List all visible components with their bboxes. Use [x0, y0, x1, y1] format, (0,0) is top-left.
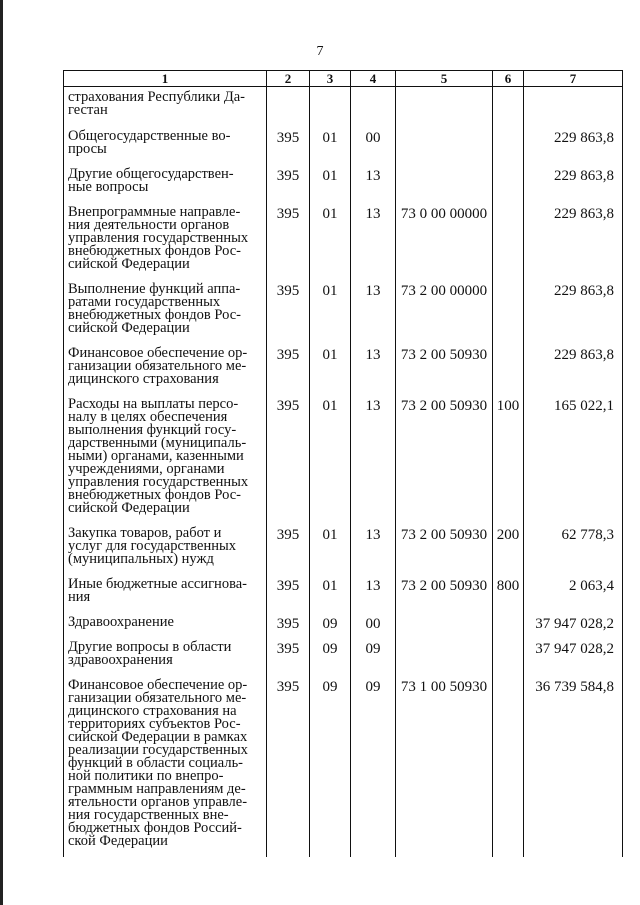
- row-code-2: 395: [267, 280, 310, 344]
- row-name: Закупка товаров, работ и услуг для государственных (муниципальных) нужд: [64, 524, 267, 575]
- row-code-3: 01: [310, 575, 351, 613]
- row-code-6: [493, 613, 524, 638]
- row-code-3: 01: [310, 280, 351, 344]
- row-code-4: 13: [351, 280, 396, 344]
- row-code-6: [493, 203, 524, 280]
- row-code-3: 01: [310, 344, 351, 395]
- row-code-4: 13: [351, 395, 396, 524]
- table-row: [64, 127, 623, 165]
- row-code-2: 395: [267, 127, 310, 165]
- row-code-6: 200: [493, 524, 524, 575]
- row-code-3: [310, 87, 351, 128]
- row-code-4: 13: [351, 165, 396, 203]
- row-code-5: [396, 87, 493, 128]
- row-name: Внепрограммные направле- ния деятельности органов управления государственных внебюджетных фондов Рос- сийской Федерации: [64, 203, 267, 280]
- table-body: [64, 87, 623, 858]
- row-name: страхования Республики Да- гестан: [64, 87, 267, 128]
- row-code-4: 00: [351, 127, 396, 165]
- row-code-6: 800: [493, 575, 524, 613]
- row-code-6: [493, 165, 524, 203]
- row-amount: 62 778,3: [524, 524, 623, 575]
- row-code-2: 395: [267, 575, 310, 613]
- row-code-5: 73 1 00 50930: [396, 676, 493, 857]
- header-col-5: 5: [396, 71, 493, 87]
- row-code-2: 395: [267, 676, 310, 857]
- table-row: [64, 344, 623, 395]
- page-number: 7: [316, 44, 324, 59]
- row-code-2: 395: [267, 165, 310, 203]
- row-amount: [524, 87, 623, 128]
- table-row: [64, 165, 623, 203]
- row-code-2: 395: [267, 344, 310, 395]
- row-code-6: [493, 87, 524, 128]
- table-row: [64, 395, 623, 524]
- row-code-5: [396, 127, 493, 165]
- row-code-3: 09: [310, 638, 351, 676]
- row-amount: 229 863,8: [524, 127, 623, 165]
- table-row: [64, 203, 623, 280]
- row-amount: 229 863,8: [524, 344, 623, 395]
- budget-table: [63, 70, 623, 857]
- row-code-3: 01: [310, 165, 351, 203]
- table-row: [64, 87, 623, 128]
- row-name: Иные бюджетные ассигнова- ния: [64, 575, 267, 613]
- row-name: Выполнение функций аппа- ратами государственных внебюджетных фондов Рос- сийской Федерации: [64, 280, 267, 344]
- table-row: [64, 676, 623, 857]
- row-code-6: [493, 127, 524, 165]
- row-code-4: 09: [351, 676, 396, 857]
- row-amount: 37 947 028,2: [524, 638, 623, 676]
- row-code-5: 73 2 00 00000: [396, 280, 493, 344]
- row-code-6: 100: [493, 395, 524, 524]
- row-code-4: 09: [351, 638, 396, 676]
- row-code-5: [396, 613, 493, 638]
- table-row: [64, 280, 623, 344]
- row-code-3: 01: [310, 395, 351, 524]
- row-code-2: 395: [267, 395, 310, 524]
- row-name: Расходы на выплаты персо- налу в целях обеспечения выполнения функций госу- дарственными (муниципаль- ными) органами, казенными учреждениями, органами управления государственных внебюджетных фондов Рос- сийской Федерации: [64, 395, 267, 524]
- row-code-6: [493, 638, 524, 676]
- header-col-2: 2: [267, 71, 310, 87]
- row-amount: 36 739 584,8: [524, 676, 623, 857]
- row-code-3: 01: [310, 203, 351, 280]
- table-header: [64, 71, 623, 87]
- row-code-2: 395: [267, 524, 310, 575]
- row-code-6: [493, 344, 524, 395]
- row-name: Финансовое обеспечение ор- ганизации обязательного ме- дицинского страхования: [64, 344, 267, 395]
- row-code-6: [493, 280, 524, 344]
- row-code-6: [493, 676, 524, 857]
- row-code-5: [396, 165, 493, 203]
- header-row: [64, 71, 623, 87]
- row-code-5: 73 0 00 00000: [396, 203, 493, 280]
- header-col-6: 6: [493, 71, 524, 87]
- row-name: Общегосударственные во- просы: [64, 127, 267, 165]
- row-amount: 229 863,8: [524, 165, 623, 203]
- row-code-2: 395: [267, 203, 310, 280]
- row-code-5: 73 2 00 50930: [396, 524, 493, 575]
- table-row: [64, 524, 623, 575]
- row-name: Другие вопросы в области здравоохранения: [64, 638, 267, 676]
- table-row: [64, 638, 623, 676]
- row-amount: 2 063,4: [524, 575, 623, 613]
- row-code-5: 73 2 00 50930: [396, 344, 493, 395]
- row-amount: 165 022,1: [524, 395, 623, 524]
- row-code-2: [267, 87, 310, 128]
- row-amount: 229 863,8: [524, 280, 623, 344]
- row-code-4: [351, 87, 396, 128]
- header-col-7: 7: [524, 71, 623, 87]
- row-code-4: 13: [351, 344, 396, 395]
- row-code-4: 13: [351, 524, 396, 575]
- row-code-4: 00: [351, 613, 396, 638]
- row-code-3: 01: [310, 524, 351, 575]
- row-code-3: 09: [310, 613, 351, 638]
- row-name: Здравоохранение: [64, 613, 267, 638]
- row-code-4: 13: [351, 203, 396, 280]
- row-code-2: 395: [267, 613, 310, 638]
- table-row: [64, 575, 623, 613]
- row-amount: 229 863,8: [524, 203, 623, 280]
- header-col-4: 4: [351, 71, 396, 87]
- scan-edge: [0, 0, 3, 905]
- header-col-1: 1: [64, 71, 267, 87]
- table-row: [64, 613, 623, 638]
- row-amount: 37 947 028,2: [524, 613, 623, 638]
- row-code-5: [396, 638, 493, 676]
- row-code-5: 73 2 00 50930: [396, 575, 493, 613]
- row-code-5: 73 2 00 50930: [396, 395, 493, 524]
- row-code-3: 09: [310, 676, 351, 857]
- row-code-3: 01: [310, 127, 351, 165]
- row-name: Другие общегосударствен- ные вопросы: [64, 165, 267, 203]
- row-name: Финансовое обеспечение ор- ганизации обязательного ме- дицинского страхования на территориях субъектов Рос- сийской Федерации в рамках реализации государственных функций в области социаль- ной политики по внепро- граммным направлениям де- ятельности органов управле- ния государственных вне- бюджетных фондов Россий- ской Федерации: [64, 676, 267, 857]
- header-col-3: 3: [310, 71, 351, 87]
- row-code-2: 395: [267, 638, 310, 676]
- row-code-4: 13: [351, 575, 396, 613]
